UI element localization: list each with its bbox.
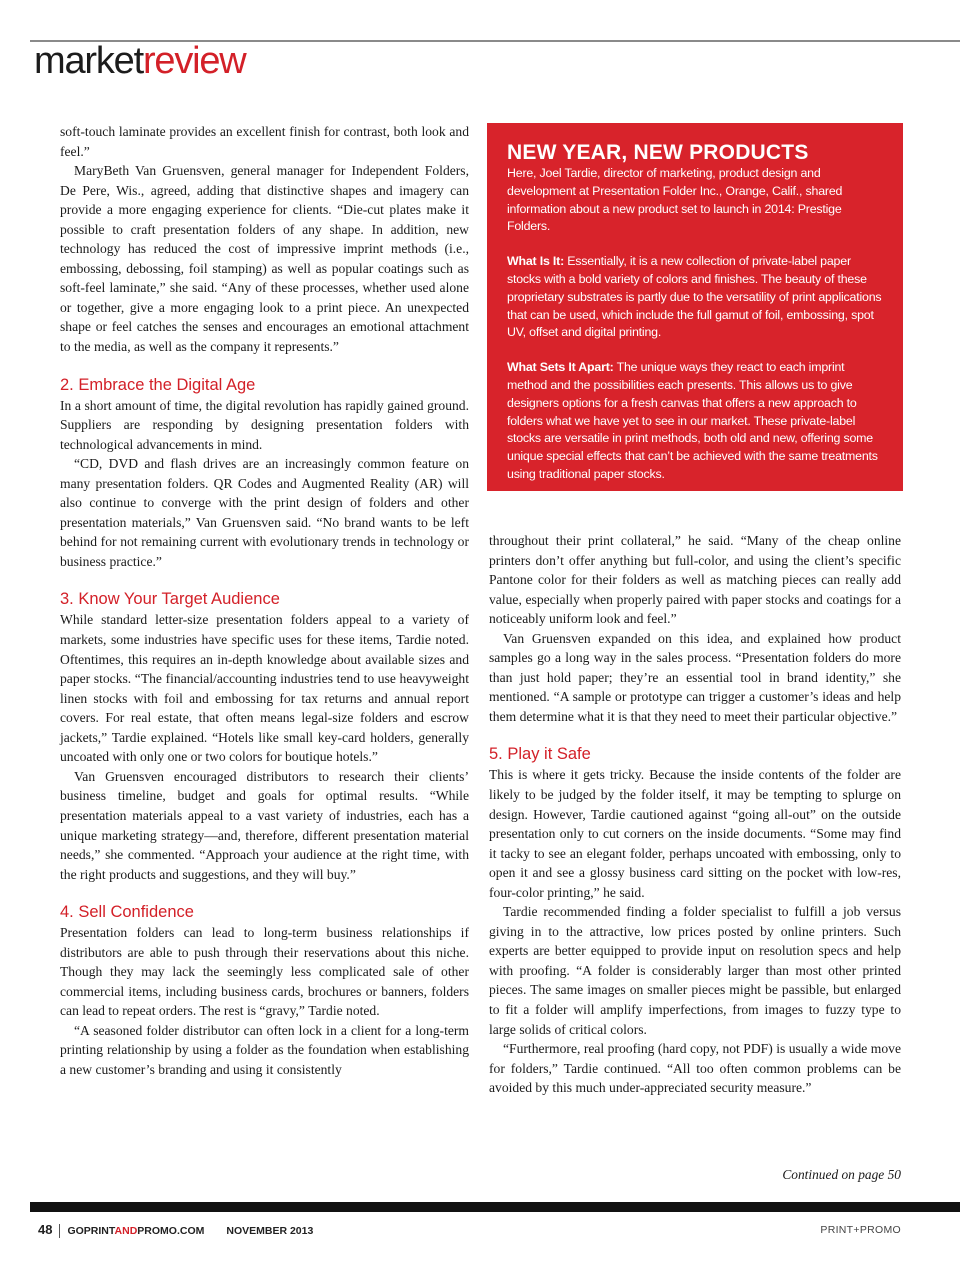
masthead-market: market [34,40,143,82]
body-paragraph: Tardie recommended finding a folder specialist to fulfill a job versus giving in to the attractive, low prices posted by online printers. Such experts are better equipped to provide input on resolution specs and help with proofing. “A folder is considerably larger than most other printed pieces. The same images on smaller pieces might be passible, but enlarged to fit a folder will amplify imperfections, from images to fuzzy type to large solids of critical colors. [489,904,901,1037]
sidebar-apart-text: The unique ways they react to each imprint method and the possibilities each presents. This allows us to give designers options for a fresh canvas that offers a new approach to folders what we have yet to see in our market. These private-label stocks are versatile in print methods, both old and new, offering some unique special effects that can’t be achieved with the same treatments using traditional paper stocks. [507,360,878,481]
body-paragraph: Van Gruensven expanded on this idea, and explained how product samples go a long way in the sales process. “Presentation folders do more than just hold paper; they’re an essential tool in brand identity,” she mentioned. “A sample or prototype can trigger a customer’s ideas and help them determine what it is that they need to meet their particular objective.” [489,630,901,724]
article-left-column [60,122,469,1080]
sidebar-new-products [487,123,903,491]
body-paragraph: “CD, DVD and flash drives are an increasingly common feature on many presentation folders. QR Codes and Augmented Reality (AR) will also continue to converge with the print design of folders and other presentation materials,” Van Gruensven said. “No brand wants to be left behind for not remaining current with evolutionary trends in technology or business practice.” [60,456,469,569]
sidebar-title: NEW YEAR, NEW PRODUCTS [507,141,809,164]
sidebar-intro: Here, Joel Tardie, director of marketing, product design and development at Presentation Folder Inc., Orange, Calif., shared information about a new product set to launch in 2014: Prestige Folders. [507,166,843,234]
section-heading: 4. Sell Confidence [60,903,194,922]
issue-date: NOVEMBER 2013 [226,1225,314,1237]
body-paragraph: MaryBeth Van Gruensven, general manager for Independent Folders, De Pere, Wis., agreed, adding that distinctive shapes and imagery can provide a more engaging experience for clients. “Die-cut plates make it possible to craft presentation folders of any shape. In addition, new technology has reduced the cost of impressive imprint methods (i.e., embossing, debossing, foil stamping) as well as popular coatings such as soft-feel laminate,” she said. “Any of these processes, whether used alone or together, give a more engaging look to a print piece. An unexpected shape or feel catches the senses and encourages an emotional attachment to the media, as well as the company it represents.” [60,163,469,355]
body-paragraph: In a short amount of time, the digital revolution has rapidly gained ground. Suppliers are responding by designing presentation folders with technological advancements in mind. [60,397,469,452]
continued-note: Continued on page 50 [782,1167,901,1182]
body-paragraph: throughout their print collateral,” he said. “Many of the cheap online printers don’t offer anything but full-color, and using the client’s specific Pantone color for their folders as well as matching pieces can really add value, especially when properly paired with paper stocks and coatings for a noticeably uniform look and feel.” [489,533,901,627]
footer-site[interactable] [67,1225,204,1237]
body-paragraph: Van Gruensven encouraged distributors to research their clients’ business timeline, budget and goals for optimal results. “While presentation materials appeal to a vast variety of industries, each has a unique marketing strategy—and, therefore, different presentation material needs,” she commented. “Approach your audience at the right time, with the right products and suggestions, and they will buy.” [60,768,469,882]
body-paragraph: This is where it gets tricky. Because the inside contents of the folder are likely to be judged by the folder itself, it may be tempting to splurge on design. However, Tardie cautioned against “going all-out” on the outside presentation only to cut corners on the inside documents. “Some may find it tacky to see an elegant folder, perhaps uncoated with embossing, only to open it and see a glossy business card sitting on the pocket with low-res, four-color printing,” he said. [489,767,901,900]
site-part1: GOPRINT [67,1225,115,1237]
footer-left [38,1222,313,1239]
sidebar-what-label: What Is It: [507,254,564,269]
body-paragraph: soft-touch laminate provides an excellent finish for contrast, both look and feel.” [60,124,469,159]
publication-name: PRINT+PROMO [820,1224,901,1236]
page-number: 48 [38,1222,53,1237]
sidebar-what-is-it [507,253,883,342]
section-heading: 5. Play it Safe [489,745,591,764]
sidebar-what-text: Essentially, it is a new collection of private-label paper stocks with a bold variety of colors and finishes. The beauty of these proprietary substrates is partly due to the versatility of print applications that can be used, which include the full gamut of foil, embossing, spot UV, offset and digital printing. [507,254,882,340]
body-paragraph: “A seasoned folder distributor can often lock in a client for a long-term printing relationship by using a folder as the foundation when establishing a new customer’s branding and using it consistently [60,1022,469,1077]
section-heading: 2. Embrace the Digital Age [60,375,256,394]
site-part2: AND [114,1225,138,1237]
bottom-bar [30,1202,960,1212]
footer-separator [59,1224,60,1238]
body-paragraph: While standard letter-size presentation folders appeal to a variety of markets, some industries have specific uses for these items, Tardie noted. Oftentimes, this requires an in-depth knowledge about available sizes and paper stocks. “The financial/accounting industries tend to use heavyweight linen stocks with foil and embossing for tax returns and annual report covers. For real estate, that often means legal-size folders and escrow jackets,” Tardie explained. “Hotels like small key-card holders, generally uncoated with only one or two colors for boutique hotels.” [60,612,469,765]
body-paragraph: Presentation folders can lead to long-term business relationships if distributors are able to push through their reservations about this niche. Though they may lack the seemingly less complicated sale of other commercial items, including business cards, brochures or banners, folders can lead to repeat orders. The rest is “gravy,” Tardie noted. [60,925,469,1019]
section-masthead [34,38,246,84]
section-heading: 3. Know Your Target Audience [60,590,280,609]
article-right-column [489,531,901,1098]
site-part3: PROMO.COM [137,1225,205,1237]
body-paragraph: “Furthermore, real proofing (hard copy, not PDF) is usually a wide move for folders,” Tardie continued. “All too often common problems can be avoided by this much under-appreciated security measure.” [489,1041,901,1096]
sidebar-what-sets-apart [507,359,883,484]
masthead-review: review [142,40,246,82]
sidebar-apart-label: What Sets It Apart: [507,360,614,375]
